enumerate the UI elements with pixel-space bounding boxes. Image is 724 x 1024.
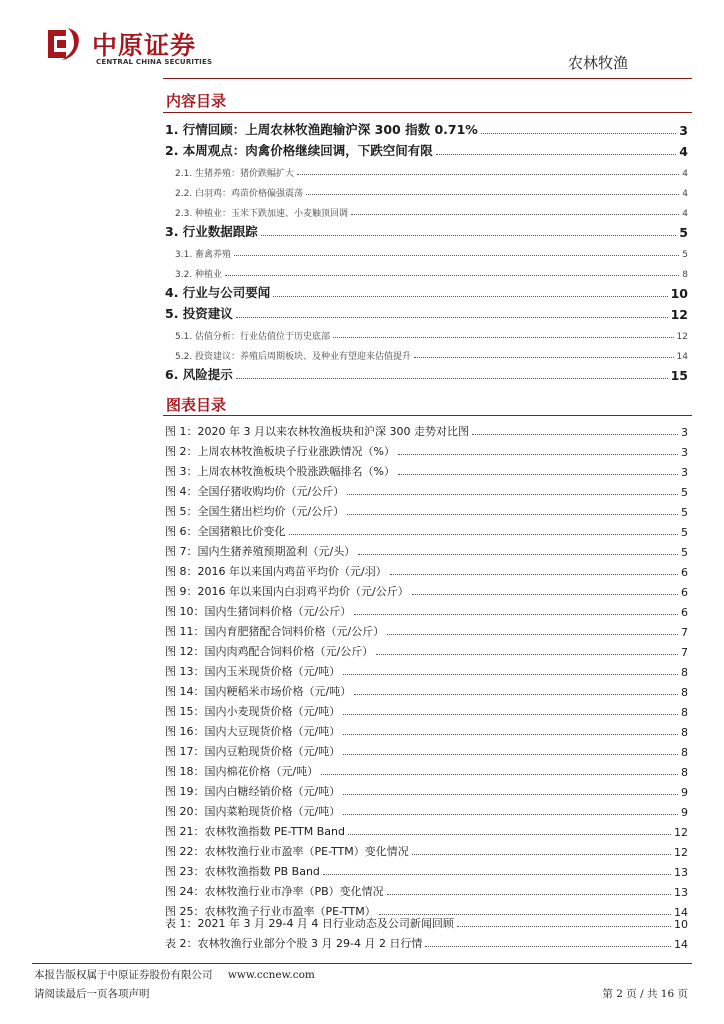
figure-entry[interactable]	[165, 619, 688, 639]
entry-page-number: 15	[670, 368, 688, 383]
dot-leader	[297, 174, 679, 175]
entry-label: 图 8：2016 年以来国内鸡苗平均价（元/羽）	[165, 565, 387, 578]
dot-leader	[347, 514, 678, 515]
entry-label: 图 21：农林牧渔指数 PE-TTM Band	[165, 825, 346, 838]
entry-page-number: 5	[681, 546, 688, 559]
figures-list	[165, 419, 688, 919]
entry-page-number: 5	[681, 486, 688, 499]
entry-label: 图 2：上周农林牧渔板块子行业涨跌情况（%）	[165, 445, 395, 458]
entry-label: 4. 行业与公司要闻	[165, 285, 271, 300]
dot-leader	[234, 255, 679, 256]
dot-leader	[387, 634, 678, 635]
entry-label: 图 20：国内菜粕现货价格（元/吨）	[165, 805, 341, 818]
figure-entry[interactable]	[165, 799, 688, 819]
entry-label: 图 22：农林牧渔行业市盈率（PE-TTM）变化情况	[165, 845, 409, 858]
logo-chinese-name: 中原证券	[92, 31, 197, 60]
entry-label: 3.1. 畜禽养殖	[175, 250, 232, 260]
entry-page-number: 4	[682, 209, 688, 219]
toc-title: 内容目录	[166, 92, 227, 110]
entry-label: 图 15：国内小麦现货价格（元/吨）	[165, 705, 341, 718]
dot-leader	[387, 894, 671, 895]
dot-leader	[347, 494, 678, 495]
figure-entry[interactable]	[165, 719, 688, 739]
dot-leader	[472, 434, 678, 435]
entry-label: 1. 行情回顾：上周农林牧渔跑输沪深 300 指数 0.71%	[165, 122, 478, 137]
dot-leader	[343, 794, 678, 795]
entry-page-number: 14	[674, 906, 688, 919]
figure-entry[interactable]	[165, 499, 688, 519]
entry-page-number: 4	[679, 144, 688, 159]
toc-entry[interactable]	[165, 240, 688, 260]
logo-english-name: CENTRAL CHINA SECURITIES	[96, 58, 213, 66]
entry-page-number: 9	[681, 786, 688, 799]
figure-entry[interactable]	[165, 859, 688, 879]
entry-label: 图 13：国内玉米现货价格（元/吨）	[165, 665, 341, 678]
toc-entry[interactable]	[165, 159, 688, 179]
entry-label: 图 16：国内大豆现货价格（元/吨）	[165, 725, 341, 738]
page-number: 第 2 页 / 共 16 页	[602, 988, 688, 1000]
entry-page-number: 4	[682, 189, 688, 199]
entry-label: 图 3：上周农林牧渔板块个股涨跌幅排名（%）	[165, 465, 395, 478]
entry-page-number: 8	[681, 726, 688, 739]
figure-entry[interactable]	[165, 459, 688, 479]
dot-leader	[348, 834, 671, 835]
entry-page-number: 10	[670, 286, 688, 301]
table-entry[interactable]	[165, 911, 688, 931]
toc-entry[interactable]	[165, 179, 688, 199]
entry-label: 图 17：国内豆粕现货价格（元/吨）	[165, 745, 341, 758]
figure-entry[interactable]	[165, 579, 688, 599]
entry-label: 图 7：国内生猪养殖预期盈利（元/头）	[165, 545, 356, 558]
entry-label: 图 14：国内粳稻米市场价格（元/吨）	[165, 685, 352, 698]
dot-leader	[343, 674, 678, 675]
entry-page-number: 6	[681, 606, 688, 619]
dot-leader	[351, 214, 679, 215]
toc-entry[interactable]	[165, 117, 688, 138]
entry-label: 2.2. 白羽鸡：鸡苗价格偏强震荡	[175, 189, 304, 199]
dot-leader	[376, 654, 678, 655]
figure-entry[interactable]	[165, 479, 688, 499]
header-divider	[163, 78, 692, 79]
footer-copyright	[34, 967, 315, 982]
figure-entry[interactable]	[165, 819, 688, 839]
entry-page-number: 13	[674, 866, 688, 879]
entry-page-number: 8	[681, 666, 688, 679]
entry-label: 图 11：国内育肥猪配合饲料价格（元/公斤）	[165, 625, 385, 638]
figure-entry[interactable]	[165, 839, 688, 859]
dot-leader	[289, 534, 679, 535]
website-link[interactable]: www.ccnew.com	[227, 969, 315, 981]
dot-leader	[333, 337, 674, 338]
figure-entry[interactable]	[165, 539, 688, 559]
dot-leader	[343, 734, 678, 735]
entry-page-number: 12	[674, 846, 688, 859]
entry-label: 2.1. 生猪养殖：猪价跌幅扩大	[175, 169, 295, 179]
dot-leader	[236, 378, 668, 379]
figure-entry[interactable]	[165, 559, 688, 579]
toc-entry[interactable]	[165, 260, 688, 280]
entry-page-number: 4	[682, 169, 688, 179]
dot-leader	[343, 754, 678, 755]
entry-label: 图 18：国内棉花价格（元/吨）	[165, 765, 319, 778]
figure-entry[interactable]	[165, 599, 688, 619]
dot-leader	[321, 774, 678, 775]
entry-page-number: 12	[670, 307, 688, 322]
figure-entry[interactable]	[165, 879, 688, 899]
entry-label: 图 1：2020 年 3 月以来农林牧渔板块和沪深 300 走势对比图	[165, 425, 469, 438]
entry-page-number: 8	[681, 686, 688, 699]
entry-label: 图 12：国内肉鸡配合饲料价格（元/公斤）	[165, 645, 374, 658]
toc-entry[interactable]	[165, 280, 688, 301]
dot-leader	[354, 694, 678, 695]
figure-entry[interactable]	[165, 439, 688, 459]
entry-label: 表 1：2021 年 3 月 29-4 月 4 日行业动态及公司新闻回顾	[165, 917, 454, 930]
entry-label: 图 6：全国猪粮比价变化	[165, 525, 286, 538]
entry-page-number: 7	[681, 646, 688, 659]
entry-page-number: 8	[681, 746, 688, 759]
dot-leader	[323, 874, 671, 875]
toc-entry[interactable]	[165, 219, 688, 240]
entry-page-number: 13	[674, 886, 688, 899]
dot-leader	[398, 454, 678, 455]
toc-entry[interactable]	[165, 322, 688, 342]
footer-disclaimer: 请阅读最后一页各项声明	[34, 988, 150, 1000]
entry-page-number: 14	[676, 352, 688, 362]
dot-leader	[412, 854, 671, 855]
figures-title-divider	[163, 415, 692, 416]
tables-list	[165, 911, 688, 951]
figure-entry[interactable]	[165, 419, 688, 439]
dot-leader	[354, 614, 678, 615]
entry-page-number: 8	[682, 270, 688, 280]
dot-leader	[390, 574, 678, 575]
entry-page-number: 8	[681, 706, 688, 719]
entry-page-number: 12	[676, 332, 688, 342]
entry-label: 3.2. 种植业	[175, 270, 223, 280]
toc-entry[interactable]	[165, 362, 688, 383]
entry-page-number: 12	[674, 826, 688, 839]
figure-entry[interactable]	[165, 779, 688, 799]
figure-entry[interactable]	[165, 659, 688, 679]
entry-page-number: 8	[681, 766, 688, 779]
entry-label: 图 10：国内生猪饲料价格（元/公斤）	[165, 605, 352, 618]
entry-page-number: 6	[681, 586, 688, 599]
dot-leader	[261, 235, 676, 236]
entry-label: 图 24：农林牧渔行业市净率（PB）变化情况	[165, 885, 384, 898]
entry-label: 图 9：2016 年以来国内白羽鸡平均价（元/公斤）	[165, 585, 409, 598]
entry-page-number: 3	[681, 466, 688, 479]
entry-page-number: 9	[681, 806, 688, 819]
figure-entry[interactable]	[165, 739, 688, 759]
dot-leader	[414, 357, 674, 358]
entry-page-number: 3	[681, 446, 688, 459]
dot-leader	[225, 275, 679, 276]
entry-label: 5.2. 投资建议：养殖后周期板块、及种业有望迎来估值提升	[175, 352, 412, 362]
dot-leader	[412, 594, 678, 595]
entry-page-number: 5	[681, 506, 688, 519]
company-logo-icon	[44, 24, 84, 64]
page-header	[0, 0, 724, 80]
table-entry[interactable]	[165, 931, 688, 951]
toc-list	[165, 117, 688, 383]
entry-label: 表 2：农林牧渔行业部分个股 3 月 29-4 月 2 日行情	[165, 937, 423, 950]
dot-leader	[358, 554, 678, 555]
entry-label: 2. 本周观点：肉禽价格继续回调，下跌空间有限	[165, 143, 433, 158]
footer-divider	[32, 963, 692, 964]
entry-label: 2.3. 种植业：玉米下跌加速、小麦触顶回调	[175, 209, 349, 219]
entry-label: 5.1. 估值分析：行业估值位于历史底部	[175, 332, 331, 342]
entry-page-number: 6	[681, 566, 688, 579]
figures-title: 图表目录	[166, 396, 227, 414]
industry-section-label: 农林牧渔	[567, 54, 628, 72]
entry-label: 图 23：农林牧渔指数 PB Band	[165, 865, 320, 878]
dot-leader	[436, 154, 676, 155]
toc-entry[interactable]	[165, 301, 688, 322]
dot-leader	[425, 946, 671, 947]
dot-leader	[306, 194, 679, 195]
entry-label: 3. 行业数据跟踪	[165, 224, 258, 239]
entry-page-number: 3	[679, 123, 688, 138]
entry-page-number: 5	[681, 526, 688, 539]
dot-leader	[343, 814, 678, 815]
entry-label: 6. 风险提示	[165, 367, 233, 382]
copyright-text: 本报告版权属于中原证券股份有限公司	[34, 969, 213, 981]
entry-label: 图 5：全国生猪出栏均价（元/公斤）	[165, 505, 345, 518]
dot-leader	[236, 317, 668, 318]
entry-page-number: 10	[674, 918, 688, 931]
entry-page-number: 7	[681, 626, 688, 639]
dot-leader	[457, 926, 671, 927]
entry-label: 图 4：全国仔猪收购均价（元/公斤）	[165, 485, 345, 498]
dot-leader	[398, 474, 678, 475]
entry-page-number: 5	[682, 250, 688, 260]
entry-page-number: 3	[681, 426, 688, 439]
figure-entry[interactable]	[165, 699, 688, 719]
dot-leader	[273, 296, 667, 297]
toc-entry[interactable]	[165, 342, 688, 362]
dot-leader	[481, 133, 676, 134]
toc-title-divider	[163, 112, 692, 113]
entry-label: 图 25：农林牧渔子行业市盈率（PE-TTM）	[165, 905, 376, 918]
entry-page-number: 14	[674, 938, 688, 951]
entry-label: 图 19：国内白糖经销价格（元/吨）	[165, 785, 341, 798]
toc-entry[interactable]	[165, 199, 688, 219]
toc-entry[interactable]	[165, 138, 688, 159]
entry-page-number: 5	[679, 225, 688, 240]
figure-entry[interactable]	[165, 639, 688, 659]
figure-entry[interactable]	[165, 519, 688, 539]
dot-leader	[343, 714, 678, 715]
figure-entry[interactable]	[165, 759, 688, 779]
entry-label: 5. 投资建议	[165, 306, 233, 321]
figure-entry[interactable]	[165, 679, 688, 699]
